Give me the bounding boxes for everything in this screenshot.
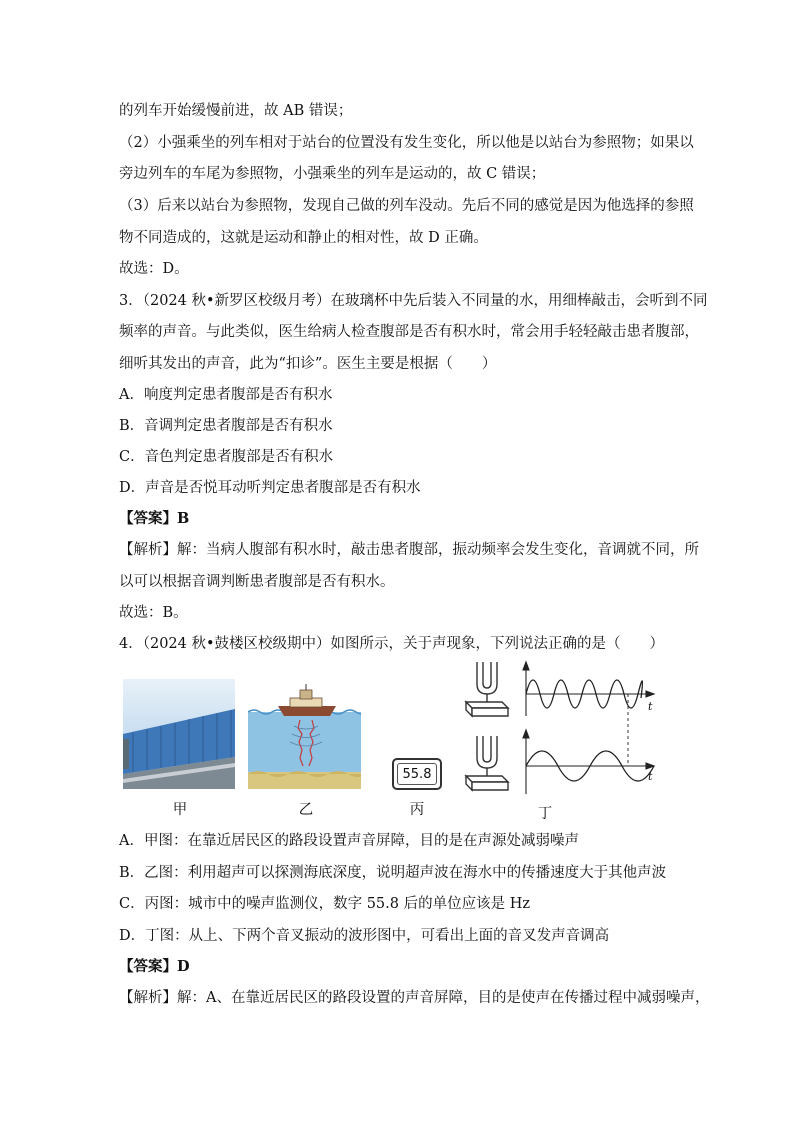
text-line: 频率的声音。与此类似，医生给病人检查腹部是否有积水时，常会用手轻轻敲击患者腹部， — [119, 324, 699, 340]
text-line: 的列车开始缓慢前进，故 AB 错误； — [119, 103, 353, 119]
text-line: 以可以根据音调判断患者腹部是否有积水。 — [119, 574, 395, 590]
text-line: （2）小强乘坐的列车相对于站台的位置没有发生变化，所以他是以站台为参照物；如果以 — [119, 135, 694, 151]
sound-barrier-image — [123, 679, 235, 789]
question-4-stem: 4．（2024 秋•鼓楼区校级期中）如图所示，关于声现象，下列说法正确的是（ ） — [119, 636, 665, 652]
noise-reading: 55.8 — [397, 763, 437, 785]
noise-monitor-display — [392, 758, 442, 790]
text-line: 故选：B。 — [119, 605, 188, 621]
text-line: 物不同造成的，这就是运动和静止的相对性，故 D 正确。 — [119, 230, 488, 246]
caption-yi: 乙 — [298, 802, 314, 818]
answer-label: 【答案】B — [119, 510, 190, 527]
axis-label-bottom: t — [648, 770, 653, 783]
tuning-fork-bottom-icon — [466, 736, 508, 790]
text-line: 旁边列车的车尾为参照物，小强乘坐的列车是运动的，故 C 错误； — [119, 166, 546, 182]
text-line: 细听其发出的声音，此为“扣诊”。医生主要是根据（ ） — [119, 356, 497, 372]
caption-jia: 甲 — [172, 802, 188, 818]
text-line: （3）后来以站台为参照物，发现自己做的列车没动。先后不同的感觉是因为他选择的参照 — [119, 198, 694, 214]
q4-analysis-text: 【解析】解：A、在靠近居民区的路段设置的声音屏障，目的是使声在传播过程中减弱噪声， — [119, 990, 710, 1006]
option-c: C．音色判定患者腹部是否有积水 — [119, 449, 334, 465]
q4-answer-label: 【答案】D — [119, 958, 190, 975]
option-a: A．响度判定患者腹部是否有积水 — [119, 387, 333, 403]
axis-label-top: t — [648, 700, 653, 713]
caption-bing: 丙 — [409, 802, 425, 818]
q4-option-b: B．乙图：利用超声可以探测海底深度，说明超声波在海水中的传播速度大于其他声波 — [119, 865, 667, 881]
caption-ding: 丁 — [537, 806, 553, 822]
analysis-text: 【解析】解：当病人腹部有积水时，敲击患者腹部，振动频率会发生变化，音调就不同，所 — [119, 542, 699, 558]
option-b: B．音调判定患者腹部是否有积水 — [119, 418, 333, 434]
tuning-fork-top-icon — [466, 662, 508, 716]
option-d: D．声音是否悦耳动听判定患者腹部是否有积水 — [119, 480, 421, 496]
q4-option-d: D．丁图：从上、下两个音叉振动的波形图中，可看出上面的音叉发声音调高 — [119, 928, 610, 944]
question-3-stem: 3．（2024 秋•新罗区校级月考）在玻璃杯中先后装入不同量的水，用细棒敲击，会听到不同 — [119, 293, 708, 309]
q4-option-c: C．丙图：城市中的噪声监测仪，数字 55.8 后的单位应该是 Hz — [119, 896, 530, 912]
sonar-ship-image — [248, 682, 361, 789]
tuning-fork-waveform-figure — [462, 658, 662, 806]
q4-option-a: A．甲图：在靠近居民区的路段设置声音屏障，目的是在声源处减弱噪声 — [119, 833, 579, 849]
text-line: 故选：D。 — [119, 261, 189, 277]
